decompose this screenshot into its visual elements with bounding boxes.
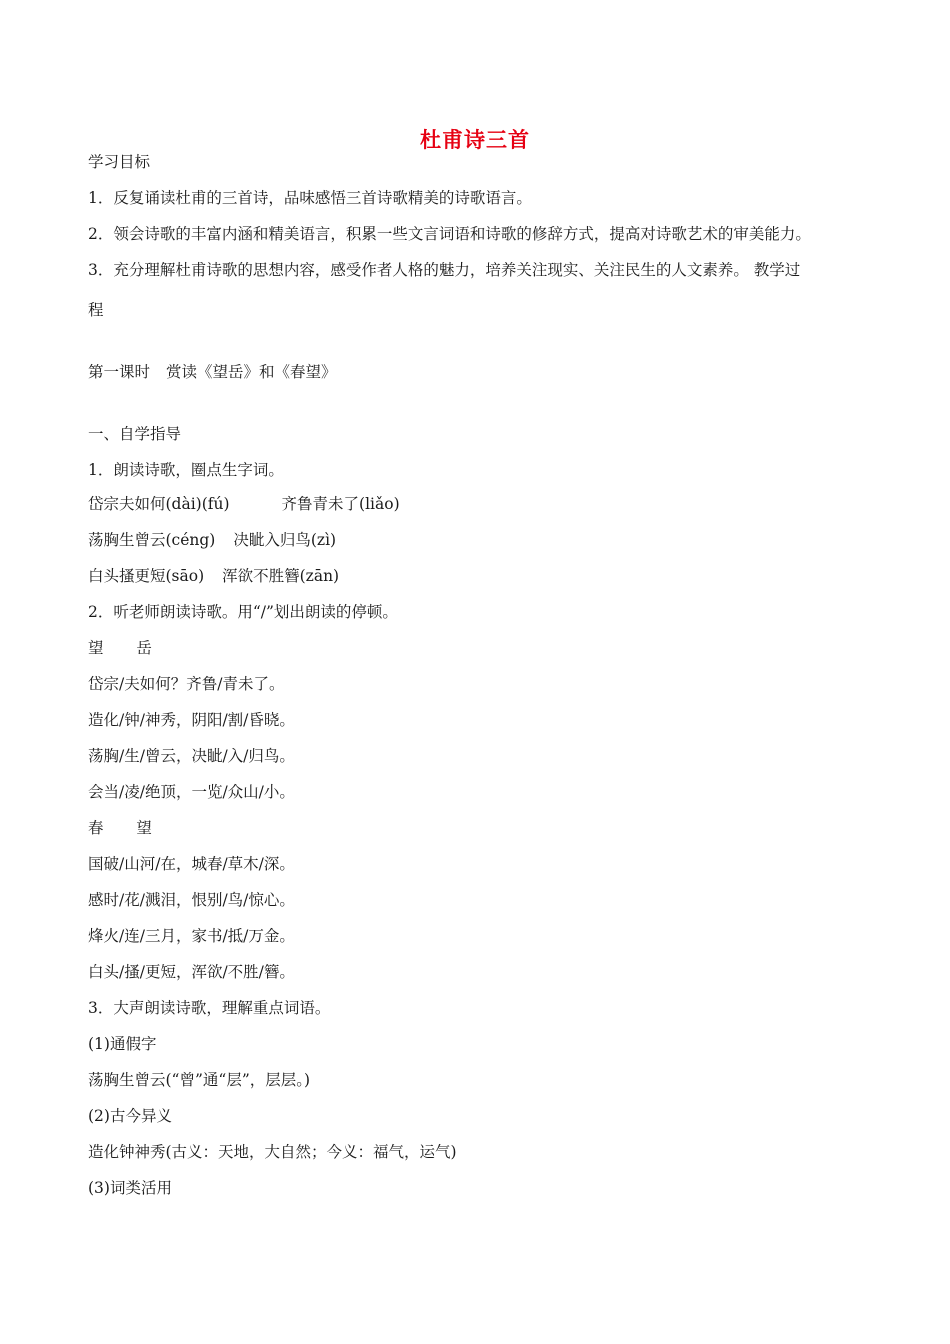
lesson-heading <box>88 362 337 382</box>
vocab-row-2 <box>88 530 336 550</box>
objective-item-1: 1．反复诵读杜甫的三首诗，品味感悟三首诗歌精美的诗歌语言。 <box>88 189 532 207</box>
poem-1-line-2: 造化/钟/神秀，阴阳/割/昏晓。 <box>88 711 295 729</box>
step-3: 3．大声朗读诗歌，理解重点词语。 <box>88 999 331 1017</box>
poem-2-line-1: 国破/山河/在，城春/草木/深。 <box>88 855 295 873</box>
poem-2-line-4: 白头/搔/更短，浑欲/不胜/簪。 <box>88 963 295 981</box>
subsection-2-heading: (2)古今异义 <box>88 1107 172 1125</box>
poem-1-line-4: 会当/凌/绝顶，一览/众山/小。 <box>88 783 295 801</box>
lesson-topic: 赏读《望岳》和《春望》 <box>166 363 337 381</box>
subsection-2-text: 造化钟神秀(古义：天地，大自然；今义：福气，运气) <box>88 1143 457 1161</box>
objectives-heading: 学习目标 <box>88 153 151 171</box>
poem-1-title: 望 岳 <box>88 639 166 657</box>
subsection-1-text: 荡胸生曾云(“曾”通“层”，层层。) <box>88 1071 311 1089</box>
objective-item-3-continued: 程 <box>88 301 104 319</box>
poem-1-line-3: 荡胸/生/曾云，决眦/入/归鸟。 <box>88 747 295 765</box>
objective-item-2: 2．领会诗歌的丰富内涵和精美语言，积累一些文言词语和诗歌的修辞方式，提高对诗歌艺术的审美能力。 <box>88 225 811 243</box>
step-1: 1．朗读诗歌，圈点生字词。 <box>88 461 284 479</box>
poem-2-title: 春 望 <box>88 819 166 837</box>
vocab-row-1 <box>88 494 400 514</box>
poem-2-line-3: 烽火/连/三月，家书/抵/万金。 <box>88 927 295 945</box>
vocab-row-3 <box>88 566 339 586</box>
lesson-label: 第一课时 <box>88 363 151 381</box>
vocab-item: 浑欲不胜簪(zān) <box>222 567 340 585</box>
vocab-item: 荡胸生曾云(céng) <box>88 531 216 549</box>
poem-2-line-2: 感时/花/溅泪，恨别/鸟/惊心。 <box>88 891 295 909</box>
objective-item-3: 3．充分理解杜甫诗歌的思想内容，感受作者人格的魅力，培养关注现实、关注民生的人文素养。 教学过 <box>88 261 801 279</box>
subsection-1-heading: (1)通假字 <box>88 1035 157 1053</box>
vocab-item: 决眦入归鸟(zì) <box>233 531 337 549</box>
vocab-item: 岱宗夫如何(dài)(fú) <box>88 495 230 513</box>
poem-1-line-1: 岱宗/夫如何？齐鲁/青未了。 <box>88 675 285 693</box>
step-2: 2．听老师朗读诗歌。用“/”划出朗读的停顿。 <box>88 603 398 621</box>
vocab-item: 齐鲁青未了(liǎo) <box>281 495 400 513</box>
subsection-3-heading: (3)词类活用 <box>88 1179 172 1197</box>
self-study-heading: 一、自学指导 <box>88 425 182 443</box>
page-title: 杜甫诗三首 <box>420 128 530 152</box>
vocab-item: 白头搔更短(sāo) <box>88 567 205 585</box>
